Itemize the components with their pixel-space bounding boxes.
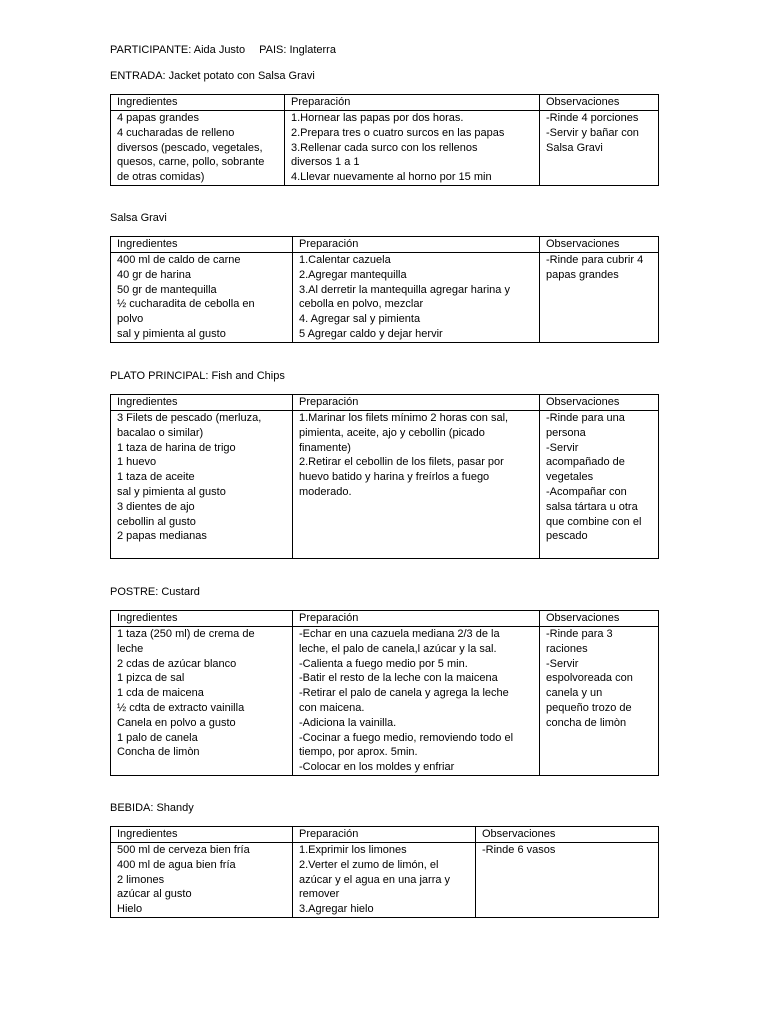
- table-row: [111, 253, 659, 343]
- cell-line: raciones: [546, 642, 588, 655]
- column-header-preparation: Preparación: [293, 237, 540, 253]
- cell-line: cebolla en polvo, mezclar: [299, 298, 424, 311]
- cell-line: -Rinde 4 porciones: [546, 112, 639, 124]
- table-row: [111, 627, 659, 776]
- cell-line: 1 pizca de sal: [117, 672, 185, 685]
- cell-line: canela y un: [546, 687, 603, 700]
- cell-line: 1.Exprimir los limones: [299, 844, 407, 856]
- cell-line: 2.Verter el zumo de limón, el: [299, 858, 439, 871]
- cell-line: remover: [299, 888, 340, 901]
- column-header-ingredients: Ingredientes: [111, 827, 293, 843]
- cell-line: pescado: [546, 530, 588, 543]
- cell-line: 1 taza de harina de trigo: [117, 441, 236, 454]
- table-header-row: [111, 237, 659, 253]
- table-row: [111, 411, 659, 559]
- cell-line: 1.Hornear las papas por dos horas.: [291, 112, 464, 124]
- column-header-preparation: Preparación: [293, 827, 476, 843]
- cell-line: quesos, carne, pollo, sobrante: [117, 156, 265, 169]
- cell-line: 4.Llevar nuevamente al horno por 15 min: [291, 171, 492, 184]
- cell-line: 50 gr de mantequilla: [117, 283, 217, 296]
- column-header-ingredients: Ingredientes: [111, 611, 293, 627]
- cell-line: que combine con el: [546, 515, 642, 528]
- preparation-cell: [293, 843, 476, 918]
- cell-line: 400 ml de agua bien fría: [117, 858, 236, 871]
- column-header-observations: Observaciones: [540, 237, 659, 253]
- cell-line: -Servir: [546, 657, 579, 670]
- observations-cell: [540, 111, 659, 186]
- cell-line: azúcar al gusto: [117, 888, 192, 901]
- cell-line: -Echar en una cazuela mediana 2/3 de la: [299, 628, 500, 640]
- cell-line: 2.Agregar mantequilla: [299, 268, 407, 281]
- cell-line: con maicena.: [299, 701, 365, 714]
- cell-line: cebollin al gusto: [117, 515, 196, 528]
- cell-line: 2 cdas de azúcar blanco: [117, 657, 237, 670]
- column-header-ingredients: Ingredientes: [111, 237, 293, 253]
- cell-line: 1.Calentar cazuela: [299, 254, 391, 266]
- cell-line: vegetales: [546, 471, 594, 484]
- table-header-row: [111, 395, 659, 411]
- cell-line: 5 Agregar caldo y dejar hervir: [299, 327, 443, 340]
- table-header-row: [111, 827, 659, 843]
- cell-line: salsa tártara u otra: [546, 500, 638, 513]
- cell-line: pimienta, aceite, ajo y cebollin (picado: [299, 426, 485, 439]
- section-title-bebida: BEBIDA: Shandy: [110, 802, 194, 814]
- cell-line: 1 cda de maicena: [117, 687, 204, 700]
- observations-cell: [476, 843, 659, 918]
- cell-line: bacalao o similar): [117, 426, 204, 439]
- cell-line: persona: [546, 426, 586, 439]
- cell-line: -Calienta a fuego medio por 5 min.: [299, 657, 468, 670]
- cell-line: 40 gr de harina: [117, 268, 191, 281]
- cell-line: 400 ml de caldo de carne: [117, 254, 241, 266]
- cell-line: -Adiciona la vainilla.: [299, 716, 397, 729]
- cell-line: concha de limòn: [546, 716, 627, 729]
- cell-line: 500 ml de cerveza bien fría: [117, 844, 250, 856]
- section-title-entrada: ENTRADA: Jacket potato con Salsa Gravi: [110, 70, 315, 82]
- cell-line: 3 dientes de ajo: [117, 500, 195, 513]
- cell-line: pequeño trozo de: [546, 701, 632, 714]
- column-header-observations: Observaciones: [540, 395, 659, 411]
- cell-line: 3.Rellenar cada surco con los rellenos: [291, 141, 478, 154]
- cell-line: -Retirar el palo de canela y agrega la leche: [299, 687, 509, 700]
- column-header-preparation: Preparación: [293, 611, 540, 627]
- cell-line: -Acompañar con: [546, 485, 627, 498]
- recipe-table-postre: [110, 610, 659, 776]
- cell-line: sal y pimienta al gusto: [117, 327, 226, 340]
- table-header-row: [111, 95, 659, 111]
- recipe-table-bebida: [110, 826, 659, 918]
- preparation-cell: [285, 111, 540, 186]
- cell-line: leche: [117, 642, 144, 655]
- cell-line: -Rinde para 3: [546, 628, 613, 640]
- cell-line: -Servir y bañar con: [546, 126, 639, 139]
- cell-line: -Rinde para cubrir 4: [546, 254, 644, 266]
- cell-line: acompañado de: [546, 456, 625, 469]
- column-header-ingredients: Ingredientes: [111, 395, 293, 411]
- cell-line: ½ cdta de extracto vainilla: [117, 701, 245, 714]
- cell-line: espolvoreada con: [546, 672, 633, 685]
- column-header-observations: Observaciones: [540, 95, 659, 111]
- ingredients-cell: [111, 843, 293, 918]
- cell-line: diversos (pescado, vegetales,: [117, 141, 263, 154]
- section-title-postre: POSTRE: Custard: [110, 586, 200, 598]
- cell-line: polvo: [117, 313, 144, 326]
- cell-line: 3 Filets de pescado (merluza,: [117, 412, 262, 424]
- table-row: [111, 111, 659, 186]
- recipe-table-salsa-gravi: [110, 236, 659, 343]
- table-row: [111, 843, 659, 918]
- cell-line: Salsa Gravi: [546, 141, 603, 154]
- cell-line: ½ cucharadita de cebolla en: [117, 298, 255, 311]
- observations-cell: [540, 253, 659, 343]
- cell-line: -Servir: [546, 441, 579, 454]
- cell-line: -Colocar en los moldes y enfriar: [299, 761, 455, 774]
- cell-line: 4. Agregar sal y pimienta: [299, 313, 421, 326]
- cell-line: 1 taza (250 ml) de crema de: [117, 628, 255, 640]
- participant-label: PARTICIPANTE: Aida Justo: [110, 44, 246, 56]
- cell-line: 2.Retirar el cebollin de los filets, pasar por: [299, 456, 504, 469]
- cell-line: 2 papas medianas: [117, 530, 207, 543]
- cell-line: huevo batido y harina y freírlos a fuego: [299, 471, 490, 484]
- table-header-row: [111, 611, 659, 627]
- participant-line: [110, 43, 336, 57]
- cell-line: -Batir el resto de la leche con la maicena: [299, 672, 498, 685]
- ingredients-cell: [111, 253, 293, 343]
- cell-line: 2.Prepara tres o cuatro surcos en las papas: [291, 126, 505, 139]
- observations-cell: [540, 627, 659, 776]
- cell-line: sal y pimienta al gusto: [117, 485, 226, 498]
- cell-line: 1 palo de canela: [117, 731, 198, 744]
- cell-line: 1 taza de aceite: [117, 471, 195, 484]
- cell-line: Concha de limòn: [117, 746, 200, 759]
- ingredients-cell: [111, 627, 293, 776]
- country-label: PAIS: Inglaterra: [259, 44, 336, 56]
- column-header-ingredients: Ingredientes: [111, 95, 285, 111]
- cell-line: azúcar y el agua en una jarra y: [299, 873, 451, 886]
- cell-line: de otras comidas): [117, 171, 205, 184]
- cell-line: moderado.: [299, 485, 352, 498]
- cell-line: -Cocinar a fuego medio, removiendo todo el: [299, 731, 514, 744]
- cell-line: 4 cucharadas de relleno: [117, 126, 235, 139]
- cell-line: finamente): [299, 441, 351, 454]
- cell-line: tiempo, por aprox. 5min.: [299, 746, 418, 759]
- cell-line: leche, el palo de canela,l azúcar y la sal.: [299, 642, 497, 655]
- observations-cell: [540, 411, 659, 559]
- ingredients-cell: [111, 111, 285, 186]
- preparation-cell: [293, 627, 540, 776]
- cell-line: diversos 1 a 1: [291, 156, 360, 169]
- column-header-observations: Observaciones: [540, 611, 659, 627]
- cell-line: 4 papas grandes: [117, 112, 199, 124]
- cell-line: Canela en polvo a gusto: [117, 716, 236, 729]
- cell-line: 3.Al derretir la mantequilla agregar harina y: [299, 283, 510, 296]
- cell-line: 1 huevo: [117, 456, 157, 469]
- cell-line: papas grandes: [546, 268, 619, 281]
- recipe-table-entrada: [110, 94, 659, 186]
- column-header-observations: Observaciones: [476, 827, 659, 843]
- section-title-plato-principal: PLATO PRINCIPAL: Fish and Chips: [110, 370, 285, 382]
- column-header-preparation: Preparación: [285, 95, 540, 111]
- recipe-table-plato-principal: [110, 394, 659, 559]
- preparation-cell: [293, 411, 540, 559]
- cell-line: -Rinde para una: [546, 412, 625, 424]
- cell-line: -Rinde 6 vasos: [482, 844, 556, 856]
- preparation-cell: [293, 253, 540, 343]
- section-title-salsa-gravi: Salsa Gravi: [110, 212, 167, 224]
- cell-line: 1.Marinar los filets mínimo 2 horas con sal,: [299, 412, 509, 424]
- cell-line: 2 limones: [117, 873, 165, 886]
- ingredients-cell: [111, 411, 293, 559]
- cell-line: Hielo: [117, 903, 143, 916]
- cell-line: 3.Agregar hielo: [299, 903, 374, 916]
- column-header-preparation: Preparación: [293, 395, 540, 411]
